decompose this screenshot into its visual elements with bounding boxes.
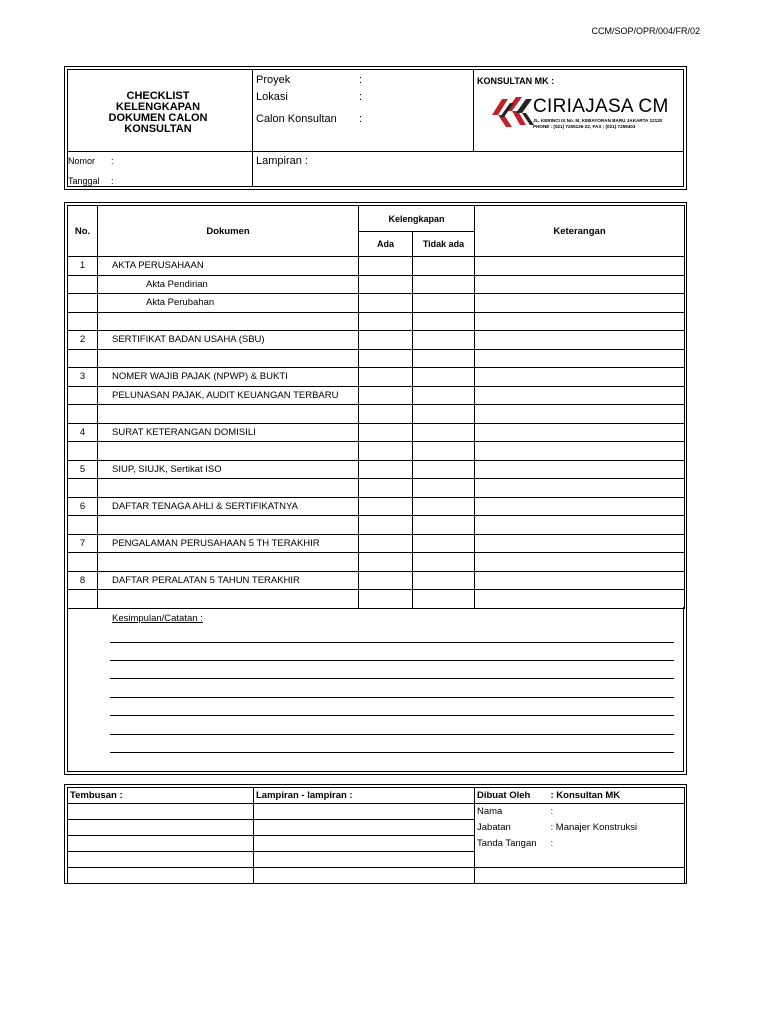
row-ada-cell[interactable] [359, 294, 413, 313]
row-document [98, 516, 359, 535]
row-tidak-ada-cell[interactable] [413, 516, 475, 535]
row-document: NOMER WAJIB PAJAK (NPWP) & BUKTI [98, 368, 359, 387]
row-keterangan-cell[interactable] [475, 257, 685, 276]
table-row [68, 442, 685, 461]
row-document: AKTA PERUSAHAAN [98, 257, 359, 276]
lampiran-cell[interactable] [254, 820, 475, 836]
notes-line[interactable] [110, 752, 674, 753]
row-number: 6 [68, 497, 98, 516]
table-row [68, 275, 685, 294]
tembusan-label: Tembusan : [68, 788, 254, 804]
header-box [64, 66, 687, 190]
table-row [68, 368, 685, 387]
row-keterangan-cell[interactable] [475, 368, 685, 387]
col-header-tidak-ada: Tidak ada [413, 232, 475, 257]
signature-area[interactable] [475, 868, 685, 884]
lampiran-cell[interactable] [254, 852, 475, 868]
checklist-table [67, 205, 685, 609]
row-keterangan-cell[interactable] [475, 275, 685, 294]
row-number [68, 479, 98, 498]
jabatan-value[interactable]: : Manajer Konstruksi [549, 820, 685, 836]
nama-label: Nama [475, 804, 549, 820]
row-number [68, 349, 98, 368]
row-tidak-ada-cell[interactable] [413, 442, 475, 461]
row-number: 3 [68, 368, 98, 387]
company-address [533, 118, 662, 130]
tanggal-colon: : [111, 176, 114, 186]
konsultan-mk-label: KONSULTAN MK : [477, 76, 555, 86]
field-colon: : [359, 113, 363, 125]
row-number [68, 312, 98, 331]
footer-table [67, 787, 685, 884]
field-colon: : [359, 91, 363, 103]
row-tidak-ada-cell[interactable] [413, 479, 475, 498]
table-row [68, 294, 685, 313]
lampiran-cell[interactable] [254, 868, 475, 884]
lampiran-label: Lampiran : [256, 155, 308, 167]
table-row [68, 460, 685, 479]
tembusan-cell[interactable] [68, 820, 254, 836]
divider [67, 151, 684, 152]
field-label-lokasi: Lokasi [256, 91, 288, 103]
col-header-keterangan: Keterangan [475, 206, 685, 257]
row-ada-cell[interactable] [359, 571, 413, 590]
row-document: PELUNASAN PAJAK, AUDIT KEUANGAN TERBARU [98, 386, 359, 405]
tanda-tangan-value[interactable]: : [549, 836, 685, 852]
table-row [68, 349, 685, 368]
row-number: 2 [68, 331, 98, 350]
lampiran-cell[interactable] [254, 836, 475, 852]
row-document: SIUP, SIUJK, Sertikat ISO [98, 460, 359, 479]
row-tidak-ada-cell[interactable] [413, 460, 475, 479]
row-document [98, 405, 359, 424]
row-ada-cell[interactable] [359, 368, 413, 387]
row-tidak-ada-cell[interactable] [413, 257, 475, 276]
row-document: Akta Perubahan [98, 294, 359, 313]
row-tidak-ada-cell[interactable] [413, 497, 475, 516]
form-title [83, 91, 233, 135]
notes-area [67, 607, 684, 772]
row-document: SURAT KETERANGAN DOMISILI [98, 423, 359, 442]
row-document: DAFTAR TENAGA AHLI & SERTIFIKATNYA [98, 497, 359, 516]
checklist-table-box [64, 202, 687, 775]
table-row [68, 386, 685, 405]
row-document: DAFTAR PERALATAN 5 TAHUN TERAKHIR [98, 571, 359, 590]
row-tidak-ada-cell[interactable] [413, 405, 475, 424]
row-tidak-ada-cell[interactable] [413, 294, 475, 313]
table-row [68, 479, 685, 498]
table-row [68, 405, 685, 424]
row-keterangan-cell[interactable] [475, 571, 685, 590]
company-logo-icon [490, 91, 534, 131]
row-keterangan-cell[interactable] [475, 405, 685, 424]
footer-box [64, 784, 687, 884]
company-name: CIRIAJASA CM [533, 96, 669, 117]
table-row [68, 257, 685, 276]
jabatan-label: Jabatan [475, 820, 549, 836]
row-keterangan-cell[interactable] [475, 386, 685, 405]
row-keterangan-cell[interactable] [475, 497, 685, 516]
signature-area[interactable] [475, 852, 685, 868]
col-header-dokumen: Dokumen [98, 206, 359, 257]
title-line: DOKUMEN CALON [108, 112, 208, 124]
table-row [68, 571, 685, 590]
row-ada-cell[interactable] [359, 423, 413, 442]
col-header-no: No. [68, 206, 98, 257]
field-label-calon-konsultan: Calon Konsultan [256, 113, 337, 125]
row-number [68, 386, 98, 405]
row-tidak-ada-cell[interactable] [413, 423, 475, 442]
row-tidak-ada-cell[interactable] [413, 368, 475, 387]
col-header-kelengkapan: Kelengkapan [359, 206, 475, 232]
row-tidak-ada-cell[interactable] [413, 386, 475, 405]
row-ada-cell[interactable] [359, 534, 413, 553]
row-document [98, 553, 359, 572]
row-number [68, 516, 98, 535]
notes-title: Kesimpulan/Catatan : [112, 613, 203, 624]
tembusan-cell[interactable] [68, 868, 254, 884]
row-number [68, 553, 98, 572]
row-number [68, 275, 98, 294]
row-ada-cell[interactable] [359, 386, 413, 405]
row-tidak-ada-cell[interactable] [413, 534, 475, 553]
row-ada-cell[interactable] [359, 312, 413, 331]
dibuat-oleh-value: : Konsultan MK [549, 788, 685, 804]
row-ada-cell[interactable] [359, 497, 413, 516]
row-keterangan-cell[interactable] [475, 442, 685, 461]
row-keterangan-cell[interactable] [475, 331, 685, 350]
dibuat-oleh-label: Dibuat Oleh [475, 788, 549, 804]
row-ada-cell[interactable] [359, 516, 413, 535]
lampiran-lampiran-label: Lampiran - lampiran : [254, 788, 475, 804]
table-row [68, 516, 685, 535]
divider [473, 69, 474, 151]
row-tidak-ada-cell[interactable] [413, 571, 475, 590]
row-ada-cell[interactable] [359, 590, 413, 609]
row-ada-cell[interactable] [359, 442, 413, 461]
row-ada-cell[interactable] [359, 479, 413, 498]
row-document: PENGALAMAN PERUSAHAAN 5 TH TERAKHIR [98, 534, 359, 553]
tembusan-cell[interactable] [68, 852, 254, 868]
field-colon: : [359, 74, 363, 86]
row-number: 1 [68, 257, 98, 276]
field-label-proyek: Proyek [256, 74, 291, 86]
company-address-line: JL. KERINCI IX No. M, KEBAYORAN BARU JAKARTA 12120 [533, 118, 663, 123]
row-document: SERTIFIKAT BADAN USAHA (SBU) [98, 331, 359, 350]
row-document [98, 442, 359, 461]
table-row [68, 312, 685, 331]
row-number: 5 [68, 460, 98, 479]
company-phone: PHONE : (021) 7265126-22, FAX : (021) 7259403 [533, 124, 636, 129]
title-line: KONSULTAN [124, 123, 192, 135]
row-tidak-ada-cell[interactable] [413, 590, 475, 609]
row-document: Akta Pendirian [98, 275, 359, 294]
row-tidak-ada-cell[interactable] [413, 275, 475, 294]
nama-value[interactable]: : [549, 804, 685, 820]
document-code: CCM/SOP/OPR/004/FR/02 [591, 26, 700, 36]
row-ada-cell[interactable] [359, 405, 413, 424]
row-number [68, 590, 98, 609]
notes-line[interactable] [110, 642, 674, 643]
table-row [68, 423, 685, 442]
row-keterangan-cell[interactable] [475, 590, 685, 609]
col-header-ada: Ada [359, 232, 413, 257]
row-tidak-ada-cell[interactable] [413, 349, 475, 368]
row-ada-cell[interactable] [359, 331, 413, 350]
row-ada-cell[interactable] [359, 460, 413, 479]
row-keterangan-cell[interactable] [475, 534, 685, 553]
title-line: CHECKLIST KELENGKAPAN [115, 90, 201, 113]
notes-line[interactable] [110, 715, 674, 716]
nomor-label: Nomor [68, 156, 96, 166]
tembusan-cell[interactable] [68, 804, 254, 820]
row-tidak-ada-cell[interactable] [413, 331, 475, 350]
divider [252, 69, 253, 187]
table-row [68, 553, 685, 572]
notes-line[interactable] [110, 697, 674, 698]
row-number: 7 [68, 534, 98, 553]
row-keterangan-cell[interactable] [475, 423, 685, 442]
row-number: 8 [68, 571, 98, 590]
table-row [68, 534, 685, 553]
row-number [68, 405, 98, 424]
row-document [98, 349, 359, 368]
row-ada-cell[interactable] [359, 257, 413, 276]
notes-line[interactable] [110, 734, 674, 735]
row-keterangan-cell[interactable] [475, 294, 685, 313]
row-keterangan-cell[interactable] [475, 553, 685, 572]
row-document [98, 479, 359, 498]
notes-line[interactable] [110, 660, 674, 661]
row-ada-cell[interactable] [359, 349, 413, 368]
row-tidak-ada-cell[interactable] [413, 553, 475, 572]
row-number [68, 294, 98, 313]
table-row [68, 497, 685, 516]
tanda-tangan-label: Tanda Tangan [475, 836, 549, 852]
lampiran-cell[interactable] [254, 804, 475, 820]
row-tidak-ada-cell[interactable] [413, 312, 475, 331]
row-keterangan-cell[interactable] [475, 460, 685, 479]
row-keterangan-cell[interactable] [475, 516, 685, 535]
tembusan-cell[interactable] [68, 836, 254, 852]
table-row [68, 590, 685, 609]
row-keterangan-cell[interactable] [475, 312, 685, 331]
row-keterangan-cell[interactable] [475, 349, 685, 368]
notes-line[interactable] [110, 678, 674, 679]
row-ada-cell[interactable] [359, 275, 413, 294]
row-document [98, 590, 359, 609]
nomor-colon: : [111, 156, 114, 166]
row-document [98, 312, 359, 331]
row-number: 4 [68, 423, 98, 442]
row-ada-cell[interactable] [359, 553, 413, 572]
row-keterangan-cell[interactable] [475, 479, 685, 498]
row-number [68, 442, 98, 461]
table-row [68, 331, 685, 350]
tanggal-label: Tanggal [68, 176, 100, 186]
